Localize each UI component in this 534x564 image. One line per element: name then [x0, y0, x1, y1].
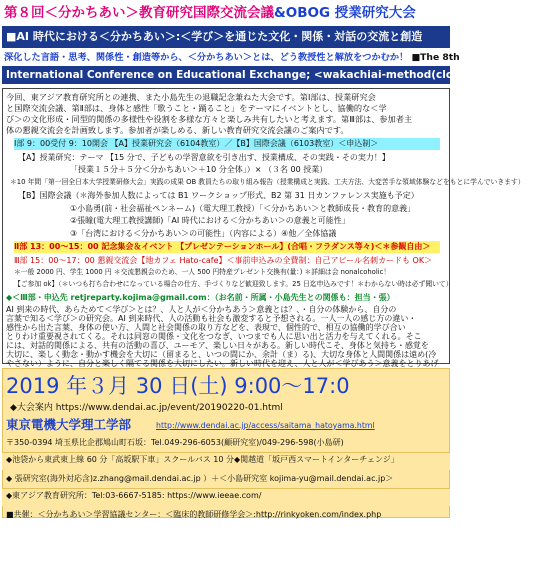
address: 〒350-0394 埼玉県比企郡鳩山町石坂：Tel.049-296-6053(顧研究室)/049-296-598(小島研): [6, 438, 344, 447]
host-info[interactable]: ■共催：＜分かちあい＞学習協議センター：＜臨床的教師研修学会＞:http://rinkyoken.com/index.php: [6, 510, 382, 519]
ieae-info[interactable]: ◆東アジア教育研究所：Tel:03-6667-5185: https://www.ieeae.com/: [6, 491, 262, 500]
event-date: 2019 年３月 30 日(土) 9:00〜17:0: [6, 374, 350, 398]
schedule-part3: Ⅲ部 15：00〜17：00 懇親交流会【地カフェ Hato-cafe】＜事前申込みの全費制：自己アピール名刺カードも OK＞: [14, 256, 433, 265]
conference-english-bar: International Conference on Educational Exchange; <wakachiai-method(closed-system)>: [2, 66, 450, 84]
intro-line: 体の懇親交流会を計画致します。参加者が楽しめる、新しい教育研究交流会議のご案内です。: [6, 125, 349, 135]
schedule-part1-note: ＊10 年間「第一回全日本大学授業研修大会」実践の成果 OB 教員たちの取り組み報告（授業構成と実践、工夫方法、大変苦手な領域体験などをもとに学んでいきます）: [10, 178, 525, 186]
event-url[interactable]: ◆大会案内 https://www.dendai.ac.jp/event/20190220-01.html: [10, 403, 283, 413]
catchphrase-blue: 深化した言語・思考、関係性・創造等から、＜分かちあい＞とは、どう教授性と解放をつかむか！: [4, 52, 409, 63]
schedule-part1-a-detail: 「授業１５分＋５分＜分かちあい＞＋10 分全体」）× （３名 00 授業）: [70, 165, 328, 174]
title: [4, 2, 448, 24]
application-header: ◆＜Ⅲ部・申込先 retjreparty.kojima@gmail.com：（お名前・所属・小島先生との関係も：担当・張）: [6, 293, 395, 302]
schedule-part3-fee: ＊一般 2000 円、学生 1000 円 ＊交流懇親会のため、一人 500 円特産プレゼント交換有(量：) ＊詳細は会 nonalcoholic！: [14, 268, 391, 276]
schedule-b-item: ①小島勇(前・社会福祉ペンネーム)（電大理工教授）「＜分かちあい＞と教師成長・教育的意義」: [70, 204, 416, 213]
schedule-footnote: 【ご参加 ok】（＊いつも打ち合わせになっている場合の仕方、手づくりなど歓迎致します。25 日迄申込みです！＊わからない時は必ず聞いて）: [14, 280, 453, 288]
application-line: とりわけ重要視されてくる。それは同窓の関係・文化をつなぎ、いつまでも人に思い出と活力を与えてくれる。そこ: [6, 332, 422, 341]
schedule-part1-header: Ⅰ部 9：00受付 9：10開会 【A】授業研究会（6104教室）／【B】国際会議（6103教室）＜申込制＞: [14, 138, 440, 150]
venue-name: 東京電機大学理工学部: [6, 417, 132, 432]
application-line: 感性から出た言葉、身体の使い方、人間と社会関係の取り方などを、表現で、個性的で、相互の協働的学び合い: [6, 323, 406, 332]
intro-line: 今回、東アジア教育研究所との連携、また小島先生の退職記念兼ねた大会です。第Ⅰ部は、授業研究会: [6, 92, 376, 102]
intro-line: び＞の文化形成・同型的関係の多様性や役割を多様な方々と楽しみ共有したいと考えます。第Ⅲ部は、参加者主: [6, 114, 413, 124]
subtitle-bar: ■AI 時代における＜分かちあい＞:＜学び＞を通じた文化・関係・対話の交流と創造: [2, 26, 450, 48]
contact[interactable]: ◆ 張研究室(海外対応含)z.zhang@mail.dendai.ac.jp ）＋＜小島研究室 kojima-yu@mail.dendai.ac.jp＞: [6, 474, 394, 483]
schedule-part2: Ⅱ部 13：00〜15：00 記念集会＆イベント 【プレゼンテーションホール】(合唱・フラダンス等々)＜＊参観自由＞: [14, 241, 440, 253]
application-line: AI 到来の時代、あらためて＜学び＞とは？、人と人が＜分かちあう＞意義とは？、・自分の体験から、自分の: [6, 305, 397, 314]
catchphrase: [4, 50, 460, 66]
application-line: には、対話的関係による、共有の活動の喜び、ユーモア、楽しい日々がある。新しい時代こそ、身体と気持ち・感覚を: [6, 341, 429, 350]
schedule-b-item: ③「台湾における＜分かちあい＞の可能性」（内容による）④他／全体協議: [70, 229, 337, 238]
schedule-b-item: ②張瞳(電大理工教授講師)「AI 時代における＜分かちあい＞の意義と可能性」: [70, 216, 350, 225]
application-line: やさない）ように、自分と楽しく隔てる関係を大切にしたい。新しい時代を迎え、人と人が＜学びあう＞意義をとりあげ: [6, 359, 439, 368]
venue-url-link[interactable]: http://www.dendai.ac.jp/access/saitama_hatoyama.html: [156, 421, 375, 430]
schedule-part1-a: 【A】授業研究：テーマ 【15 分で、子どもの学習意欲を引き出す、授業構成、その実践・その実力！】: [18, 153, 390, 162]
access: ◆池袋から東武東上線 60 分「高坂駅下車」スクールバス 10 分◆関越道「坂戸西スマートインターチェンジ」: [6, 455, 399, 464]
catchphrase-black: ■The 8th: [411, 52, 460, 63]
title-part1: 第８回＜分かちあい＞教育研究国際交流会議: [4, 5, 274, 21]
schedule-part1-b: 【B】国際会議（＊海外参加人数によっては B1 ワークショップ形式、B2 第 31 日カンファレンス実施も予定）: [18, 191, 419, 200]
application-line: 言葉で知る＜学び＞の研究会。AI 到来時代、人の活動も社会も激変すると予想される。一人一人の感じ方の違い・: [6, 314, 417, 323]
application-line: 大切に、楽しく動念・動かす機会を大切に（留まると、いつの間にか、余計（ま）る)、大切な身体と人間関係は遠め(冷: [6, 350, 437, 359]
title-part2: &OBOG 授業研究大会: [274, 5, 416, 21]
intro-line: と国際交流会議、第Ⅱ部は、身体と感性「歌うこと・踊ること」をテーマにイベントとし、協働的な＜学: [6, 103, 387, 113]
